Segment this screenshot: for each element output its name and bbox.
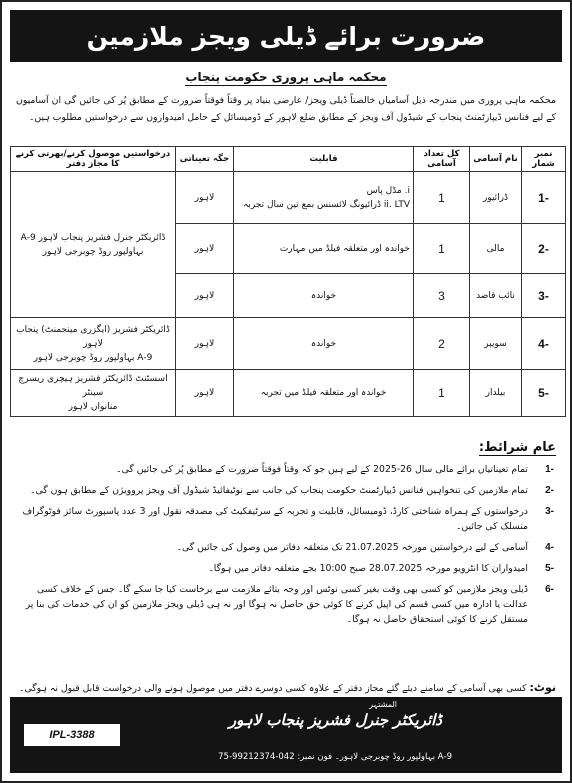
row-qualification: خواندہ (234, 318, 414, 370)
row-count: 1 (414, 172, 470, 224)
row-qualification: خواندہ اور متعلقہ فیلڈ میں مہارت (234, 224, 414, 274)
term-item: -6 ڈیلی ویجز ملازمین کو کسی بھی وقت بغیر کسی نوٹس اور وجہ بتائے ملازمت سے برخاست کیا جا سکے گا۔ جس کے خلاف کسی عدالت یا ادارہ میں کسی قسم کی اپیل کرنے کا کوئی حق حاصل نہ ہوگا اور نہ ہی ڈیلی ویجز ملازمین کو ان کی خدمات کی بنا پر مستقل کرنے کا کوئی استحقاق حاصل نہ ہوگا۔ (25, 584, 554, 625)
row-serial: -4 (522, 318, 566, 370)
row-post: ڈرائیور (470, 172, 522, 224)
row-qualification: خواندہ اور متعلقہ فیلڈ میں تجربہ (234, 370, 414, 417)
row-qualification: خواندہ (234, 274, 414, 318)
header-office: درخواستیں موصول کرنے/بھرتی کرنے کا مجاز دفتر (11, 147, 176, 172)
intro-paragraph: محکمہ ماہی پروری میں مندرجہ ذیل آسامیاں خالصتاً ڈیلی ویجز/ عارضی بنیاد پر وقتاً فوقتاً ضرورت کے مطابق پُر کی جائیں گی ان آسامیوں کے لیے فنانس ڈیپارٹمنٹ پنجاب کے شیڈول آف ویجز کے مطابق ضلع لاہور کے ڈومیسائل کے حامل امیدواروں سے درخواستیں مطلوب ہیں۔ (16, 95, 556, 123)
row-office: ڈائریکٹر فشریز (ایگزری مینجمنٹ) پنجاب لاہور 9-A بہاولپور روڈ چوبرجی لاہور (11, 318, 176, 370)
row-count: 2 (414, 318, 470, 370)
row-serial: -3 (522, 274, 566, 318)
row-serial: -2 (522, 224, 566, 274)
header-post: نام آسامی (470, 147, 522, 172)
row-count: 3 (414, 274, 470, 318)
term-item: -1 تمام تعیناتیاں برائے مالی سال 26-2025 کے لیے ہیں جو کہ وقتاً فوقتاً ضرورت کے مطابق پُر کی جائیں گی۔ (116, 464, 554, 475)
table-header-row (11, 147, 566, 172)
row-office: ڈائریکٹر جنرل فشریز پنجاب لاہور 9-A بہاولپور روڈ چوبرجی لاہور (11, 172, 176, 318)
header-count: کل تعداد آسامی (414, 147, 470, 172)
vacancies-table (10, 146, 566, 417)
row-station: لاہور (176, 224, 234, 274)
ipl-number: IPL-3388 (24, 724, 120, 746)
banner-title: ضرورت برائے ڈیلی ویجز ملازمین (10, 10, 562, 62)
row-post: مالی (470, 224, 522, 274)
note (16, 680, 556, 696)
advertiser-title: ڈائریکٹر جنرل فشریز پنجاب لاہور (228, 711, 442, 729)
advertiser-address: 9-A بہاولپور روڈ چوبرجی لاہور۔ فون نمبر: 042-99212374-75 (218, 752, 452, 762)
row-serial: -5 (522, 370, 566, 417)
row-count: 1 (414, 224, 470, 274)
row-post: سویپر (470, 318, 522, 370)
header-station: جگہ تعیناتی (176, 147, 234, 172)
row-count: 1 (414, 370, 470, 417)
terms-heading: عام شرائط: (478, 440, 556, 455)
row-post: بیلدار (470, 370, 522, 417)
row-station: لاہور (176, 274, 234, 318)
terms-list (16, 462, 554, 633)
row-station: لاہور (176, 172, 234, 224)
row-station: لاہور (176, 318, 234, 370)
department-heading: محکمہ ماہی پروری حکومت پنجاب (185, 70, 387, 84)
note-text: کسی بھی آسامی کے سامنے دیئے گئے مجاز دفتر کے علاوہ کسی دوسرے دفتر میں موصول ہونے والی درخواست قابل قبول نہ ہوگی۔ (19, 683, 527, 694)
row-office: اسسٹنٹ ڈائریکٹر فشریز ہیچری ریسرچ سینٹر منانواں لاہور (11, 370, 176, 417)
term-item: -2 تمام ملازمین کی تنخواہیں فنانس ڈیپارٹمنٹ حکومت پنجاب کی جانب سے نوٹیفائیڈ شیڈول آف ویجز پروویژن کے مطابق ہوں گی۔ (30, 485, 554, 496)
table-row (11, 172, 566, 224)
footer-bar (10, 697, 562, 773)
row-serial: -1 (522, 172, 566, 224)
term-item: -4 آسامی کے لیے درخواستیں مورخہ 21.07.2025 تک متعلقہ دفاتر میں وصول کی جائیں گی۔ (176, 542, 554, 553)
header-serial: نمبر شمار (522, 147, 566, 172)
row-qualification: i. مڈل پاس ii. LTV ڈرائیونگ لائسنس بمع تین سال تجربہ (234, 172, 414, 224)
row-post: نائب قاصد (470, 274, 522, 318)
row-station: لاہور (176, 370, 234, 417)
term-item: -5 امیدواران کا انٹرویو مورخہ 28.07.2025 صبح 10:00 بجے متعلقہ دفاتر میں ہوگا۔ (208, 563, 554, 574)
header-qualification: قابلیت (234, 147, 414, 172)
table-row (11, 318, 566, 370)
term-item: -3 درخواستوں کے ہمراہ شناختی کارڈ، ڈومیسائل، قابلیت و تجربہ کے سرٹیفکیٹ کی مصدقہ نقول اور 3 عدد پاسپورٹ سائز فوٹوگراف منسلک کی جائیں۔ (22, 506, 554, 532)
advertiser-label: المشتہر (369, 700, 397, 709)
table-row (11, 370, 566, 417)
note-label: نوٹ: (529, 681, 556, 694)
